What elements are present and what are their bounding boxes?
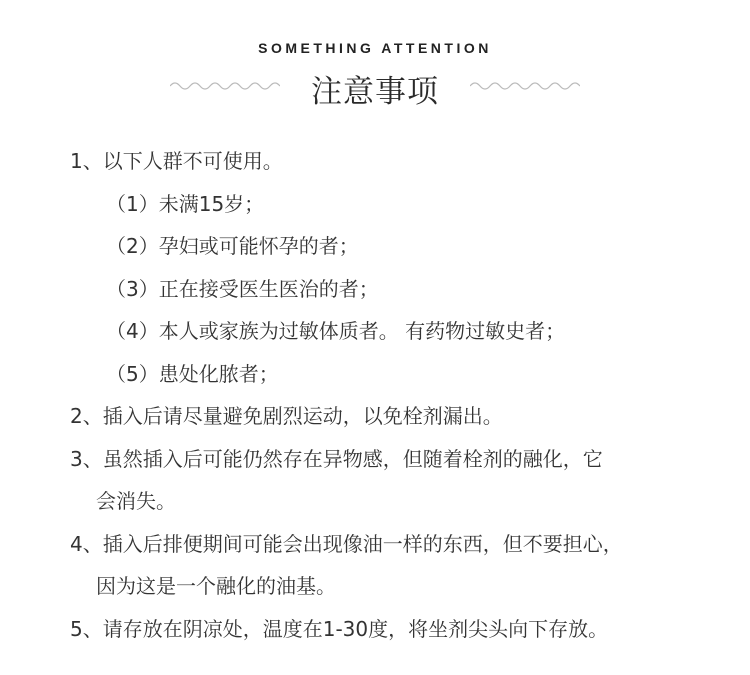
page-title: 注意事项 [311, 74, 439, 110]
note-item-3: 3、虽然插入后可能仍然存在异物感，但随着栓剂的融化，它 [70, 446, 603, 471]
wave-divider-right-icon [470, 80, 580, 92]
note-subitem-5: （5）患处化脓者； [106, 361, 279, 386]
note-item-4: 4、插入后排便期间可能会出现像油一样的东西，但不要担心， [70, 531, 623, 556]
attention-list [70, 140, 710, 650]
note-item-5: 5、请存放在阴凉处，温度在1-30度，将坐剂尖头向下存放。 [70, 616, 609, 641]
note-subitem-3: （3）正在接受医生医治的者； [106, 276, 379, 301]
header-subtitle: SOMETHING ATTENTION [258, 40, 492, 56]
note-subitem-2: （2）孕妇或可能怀孕的者； [106, 234, 359, 258]
note-item-3-continued: 会消失。 [96, 489, 176, 513]
note-subitem-1: （1）未满15岁； [106, 191, 265, 216]
note-item-2: 2、插入后请尽量避免剧烈运动，以免栓剂漏出。 [70, 404, 503, 428]
note-item-1: 1、以下人群不可使用。 [70, 149, 283, 173]
note-subitem-4: （4）本人或家族为过敏体质者。 有药物过敏史者； [106, 319, 566, 343]
header [0, 0, 750, 120]
note-item-4-continued: 因为这是一个融化的油基。 [96, 574, 336, 598]
